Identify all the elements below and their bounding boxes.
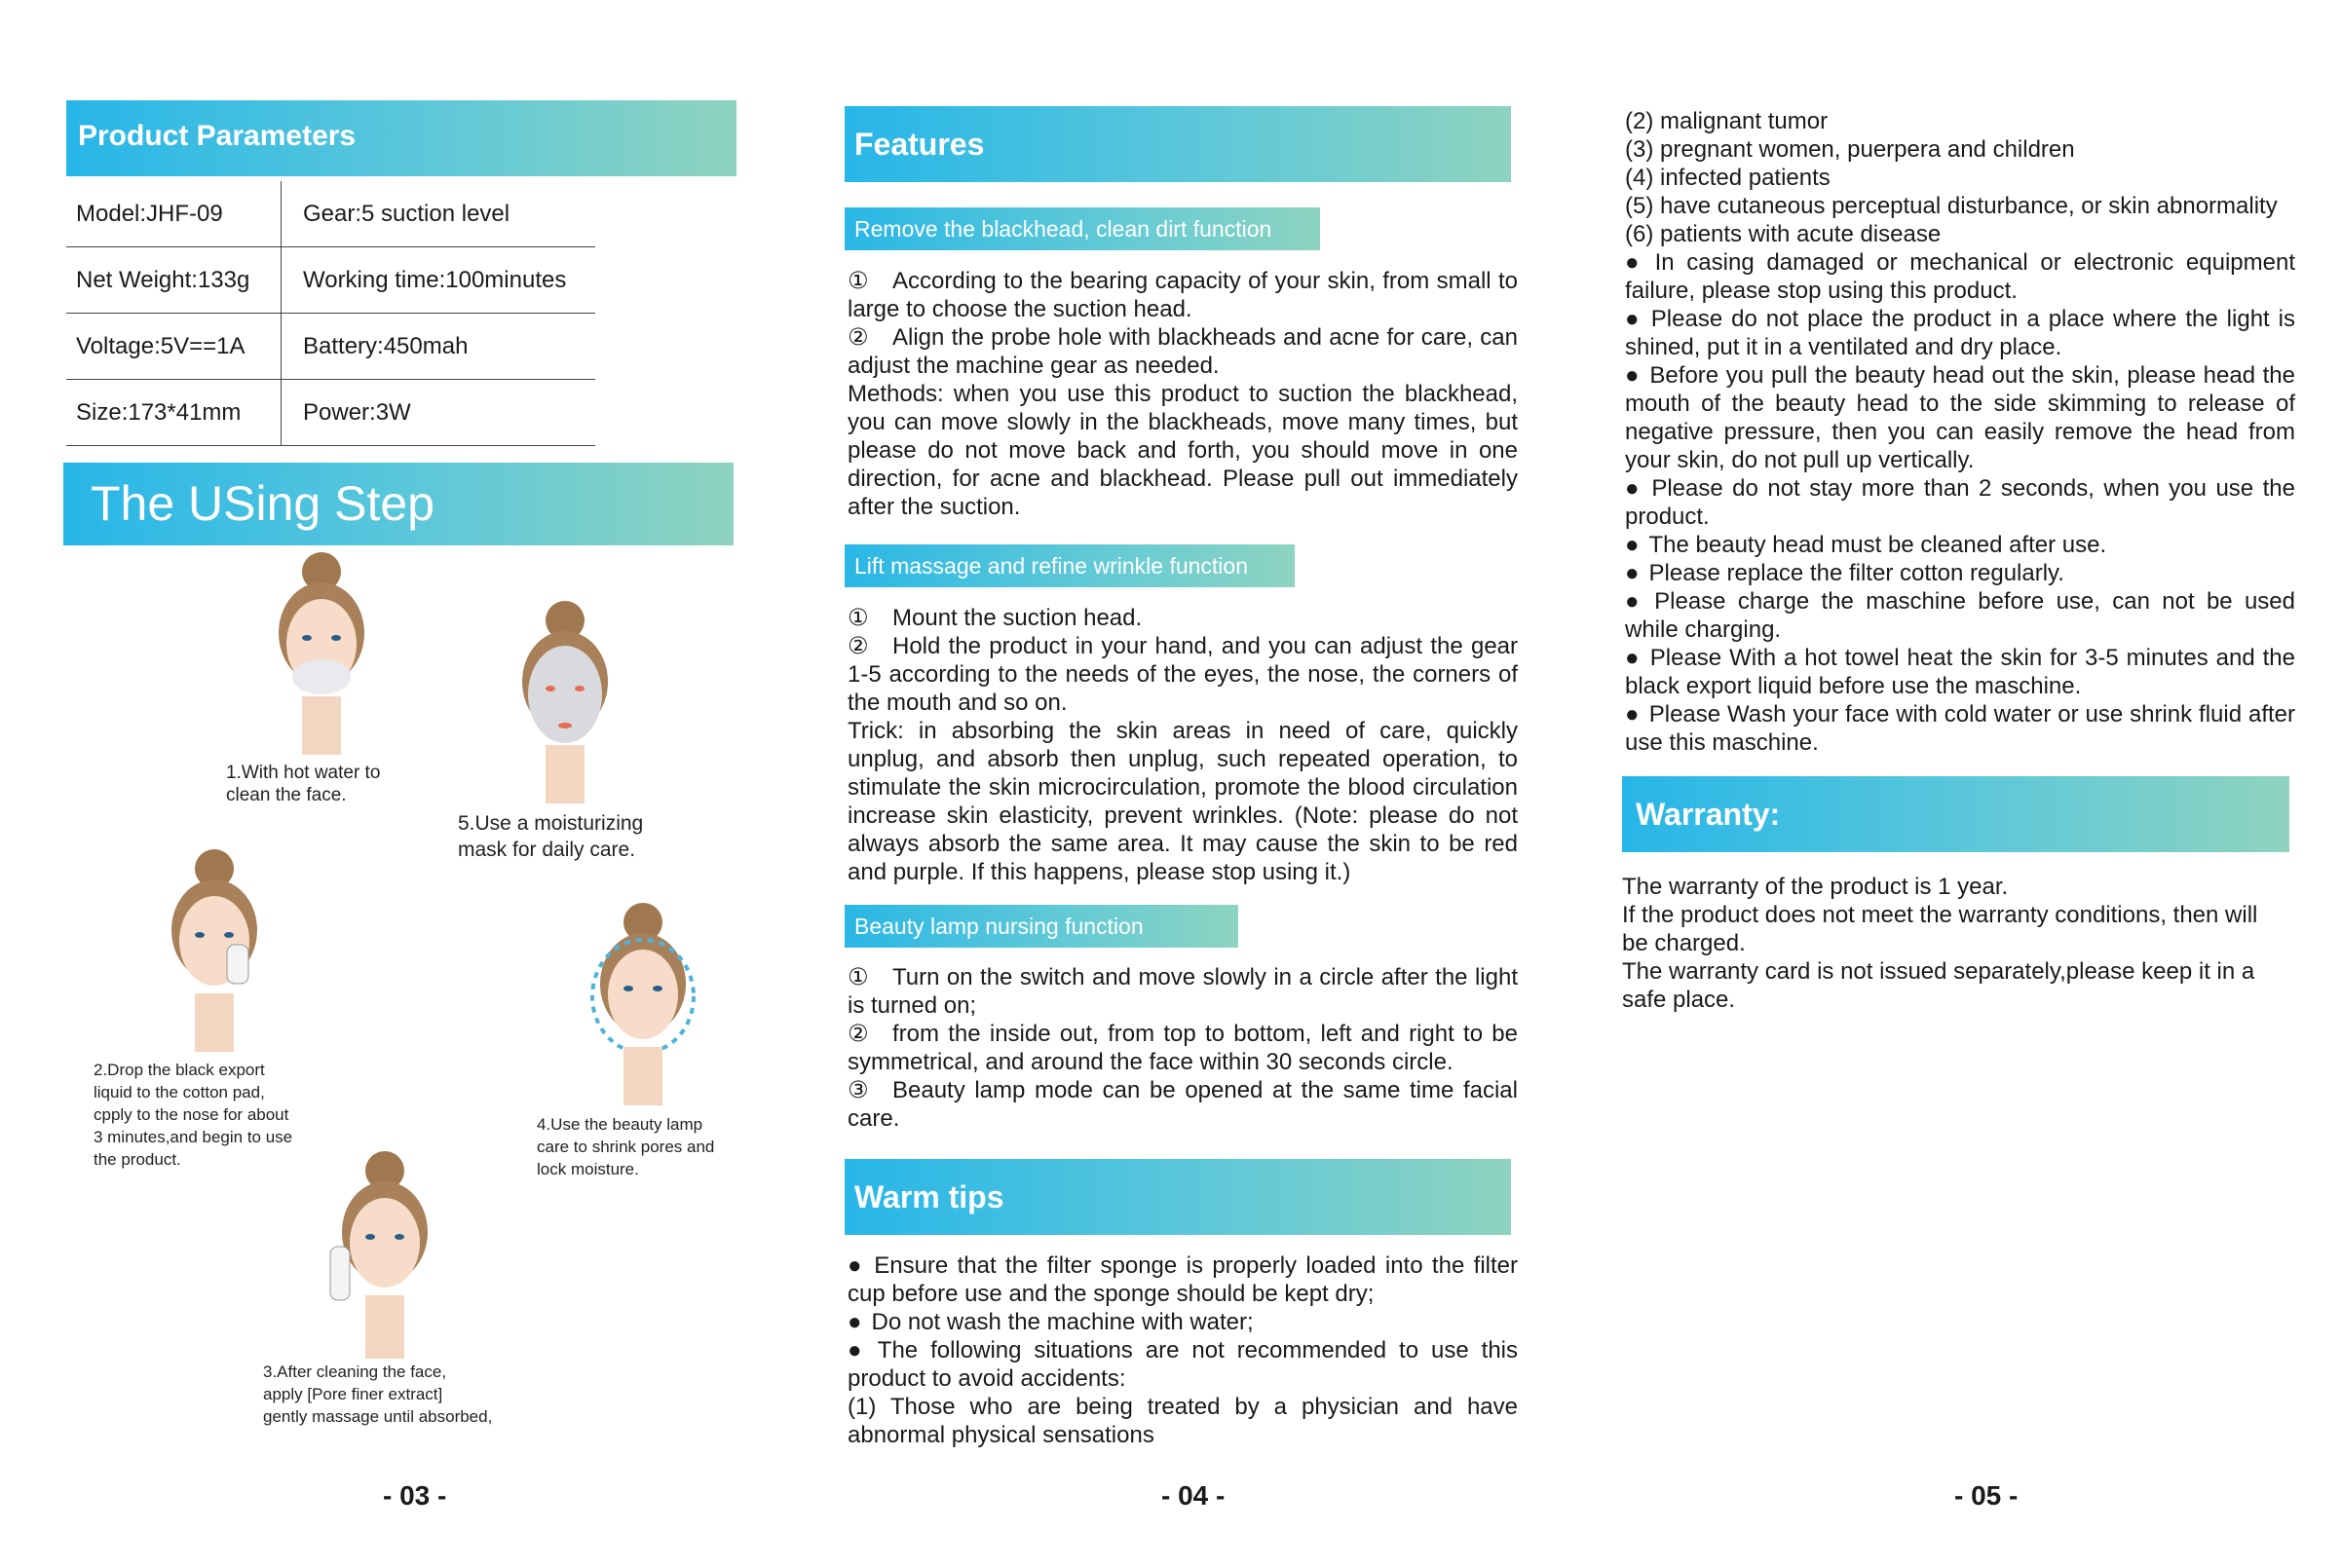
tip-cold-water: ● Please Wash your face with cold water or use shrink fluid after use this maschine. <box>1625 700 2295 757</box>
warm-tips-banner <box>845 1159 1511 1235</box>
tip-charge: ● Please charge the maschine before use, can not be used while charging. <box>1625 587 2295 644</box>
situation-5: (5) have cutaneous perceptual disturbance, or skin abnormality <box>1625 193 2278 219</box>
using-step-title: The USing Step <box>91 476 434 531</box>
blackhead-function-text <box>848 267 1518 521</box>
tip-hot-towel: ● Please With a hot towel heat the skin for 3-5 minutes and the black export liquid before use the maschine. <box>1625 644 2295 700</box>
warranty-conditions: If the product does not meet the warranty conditions, then will be charged. <box>1622 902 2258 956</box>
product-parameters-banner <box>66 100 736 176</box>
table-row <box>66 247 595 314</box>
feature-1-2: ② Align the probe hole with blackheads and acne for care, can adjust the machine gear as needed. <box>848 324 1518 379</box>
tip-casing-damaged: ● In casing damaged or mechanical or electronic equipment failure, please stop using this product. <box>1625 248 2295 305</box>
warranty-period: The warranty of the product is 1 year. <box>1622 874 2009 900</box>
table-row <box>66 181 595 247</box>
parameters-table <box>66 181 595 446</box>
warranty-card: The warranty card is not issued separately,please keep it in a safe place. <box>1622 958 2255 1013</box>
tip-1: ● Ensure that the filter sponge is properly loaded into the filter cup before use and the sponge should be kept dry; <box>848 1251 1518 1308</box>
features-banner <box>845 106 1511 182</box>
tip-placement: ● Please do not place the product in a place where the light is shined, put it in a ventilated and dry place. <box>1625 305 2295 361</box>
lift-massage-function-header: Lift massage and refine wrinkle function <box>845 544 1295 587</box>
param-model: Model:JHF-09 <box>66 181 282 247</box>
feature-3-3: ③ Beauty lamp mode can be opened at the same time facial care. <box>848 1077 1518 1132</box>
table-row <box>66 314 595 380</box>
warm-tips-text <box>848 1251 1518 1449</box>
param-power: Power:3W <box>282 380 596 446</box>
tip-clean-head: ● The beauty head must be cleaned after use. <box>1625 531 2295 559</box>
param-size: Size:173*41mm <box>66 380 282 446</box>
step-2-caption: 2.Drop the black export liquid to the cotton pad, cpply to the nose for about 3 minutes,and begin to use the product. <box>94 1061 293 1169</box>
warranty-banner <box>1622 776 2289 852</box>
tip-duration: ● Please do not stay more than 2 seconds, when you use the product. <box>1625 474 2295 531</box>
tip-situation-1: (1) Those who are being treated by a physician and have abnormal physical sensations <box>848 1394 1518 1448</box>
warm-tips-continued <box>1625 107 2295 757</box>
step-3-caption: 3.After cleaning the face, apply [Pore finer extract] gently massage until absorbed, <box>263 1363 493 1426</box>
product-parameters-title: Product Parameters <box>78 120 357 152</box>
tip-3: ● The following situations are not recommended to use this product to avoid accidents: <box>848 1336 1518 1393</box>
situation-2: (2) malignant tumor <box>1625 108 1829 134</box>
table-row <box>66 380 595 446</box>
tip-replace-filter: ● Please replace the filter cotton regularly. <box>1625 559 2295 587</box>
woman-mask-illustration <box>502 599 628 803</box>
page-number-04: - 04 - <box>1161 1480 1226 1511</box>
feature-1-methods: Methods: when you use this product to suction the blackhead, you can move slowly in the blackheads, move many times, but please do not move back and forth, you should move in one direction, for acne and blackhead. Please pull out immediately after the suction. <box>848 381 1518 520</box>
lift-massage-function-text <box>848 604 1518 886</box>
situation-6: (6) patients with acute disease <box>1625 221 1942 247</box>
warranty-text <box>1622 873 2265 1014</box>
step-1-caption: 1.With hot water to clean the face. <box>226 763 381 805</box>
situation-3: (3) pregnant women, puerpera and children <box>1625 136 2075 163</box>
warranty-title: Warranty: <box>1636 797 1781 832</box>
feature-1-1: ① According to the bearing capacity of your skin, from small to large to choose the suction head. <box>848 268 1518 322</box>
step-5-caption: 5.Use a moisturizing mask for daily care. <box>458 812 644 861</box>
features-title: Features <box>854 127 985 162</box>
step-4-caption: 4.Use the beauty lamp care to shrink pores and lock moisture. <box>537 1115 715 1178</box>
blackhead-function-header: Remove the blackhead, clean dirt function <box>845 207 1320 250</box>
feature-3-2: ② from the inside out, from top to bottom, left and right to be symmetrical, and around the face within 30 seconds circle. <box>848 1021 1518 1075</box>
param-working-time: Working time:100minutes <box>282 247 596 314</box>
situation-4: (4) infected patients <box>1625 165 1831 191</box>
beauty-lamp-function-header: Beauty lamp nursing function <box>845 905 1238 948</box>
beauty-lamp-function-text <box>848 963 1518 1133</box>
page-number-03: - 03 - <box>383 1480 447 1511</box>
feature-2-trick: Trick: in absorbing the skin areas in need of care, quickly unplug, and absorb then unplug, such repeated operation, to stimulate the skin microcirculation, promote the blood circulation increase skin elasticity, prevent wrinkles. (Note: please do not always absorb the same area. It may cause the skin to be red and purple. If this happens, please stop using it.) <box>848 718 1518 885</box>
feature-2-2: ② Hold the product in your hand, and you can adjust the gear 1-5 according to the needs of the eyes, the nose, the corners of the mouth and so on. <box>848 633 1518 716</box>
param-gear: Gear:5 suction level <box>282 181 596 247</box>
tip-release-pressure: ● Before you pull the beauty head out the skin, please head the mouth of the beauty head to the side skimming to release of negative pressure, then you can easily remove the head from your skin, do not pull up vertically. <box>1625 361 2295 474</box>
param-voltage: Voltage:5V==1A <box>66 314 282 380</box>
param-net-weight: Net Weight:133g <box>66 247 282 314</box>
woman-beauty-lamp-illustration <box>575 901 711 1105</box>
woman-nose-care-illustration <box>151 847 278 1052</box>
feature-2-1: ① Mount the suction head. <box>848 605 1143 631</box>
page-number-05: - 05 - <box>1954 1480 2019 1511</box>
warm-tips-title: Warm tips <box>854 1179 1004 1214</box>
woman-washing-face-illustration <box>258 550 385 755</box>
using-step-banner <box>63 463 734 545</box>
param-battery: Battery:450mah <box>282 314 596 380</box>
tip-2: ● Do not wash the machine with water; <box>848 1308 1518 1336</box>
feature-3-1: ① Turn on the switch and move slowly in a circle after the light is turned on; <box>848 964 1518 1019</box>
woman-massage-illustration <box>317 1149 443 1359</box>
